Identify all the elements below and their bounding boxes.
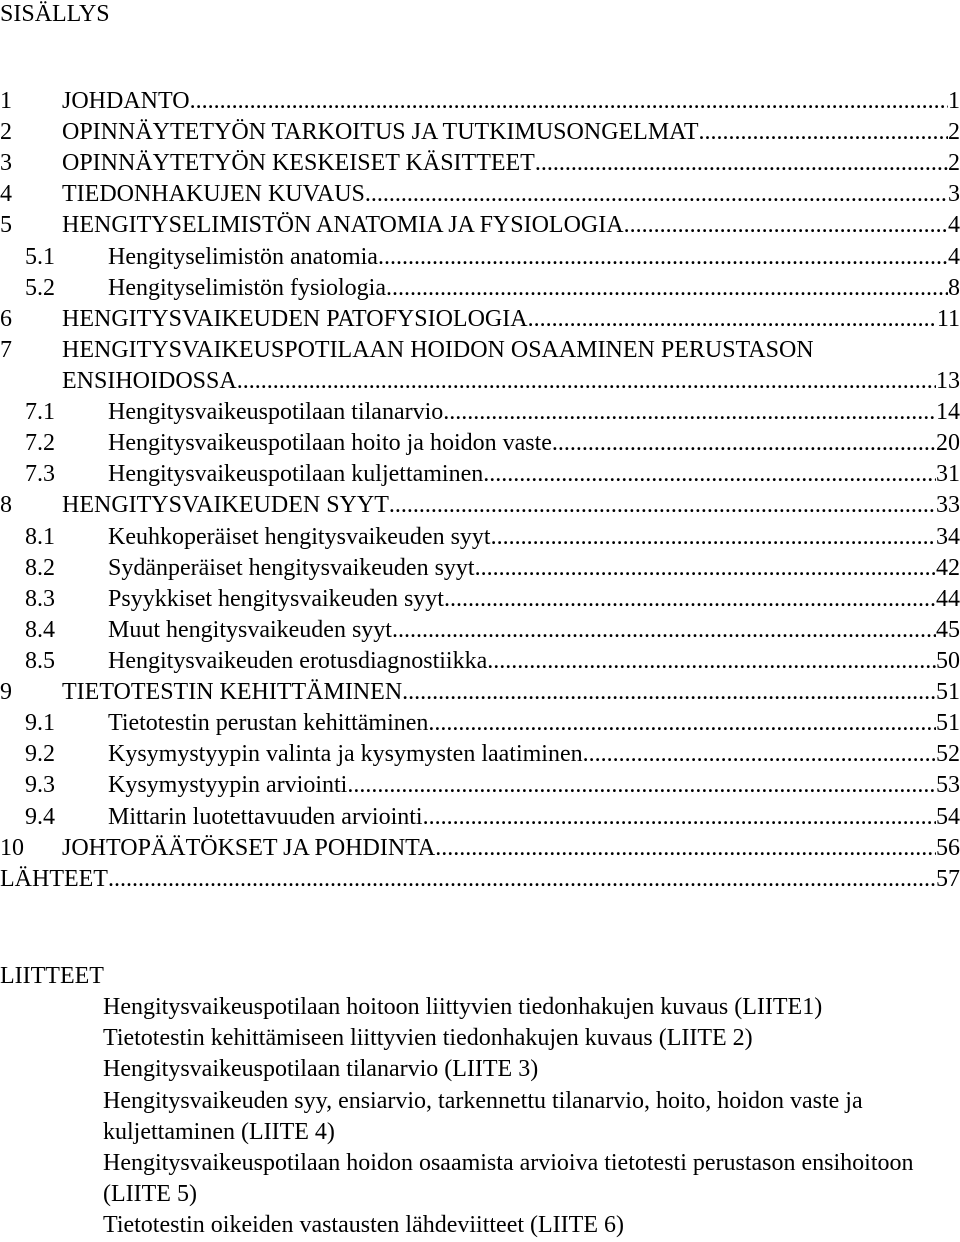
toc-entry-number: 9.2 xyxy=(25,741,55,768)
toc-dot-leader xyxy=(483,459,936,490)
toc-entry[interactable] xyxy=(0,210,960,241)
toc-entry[interactable] xyxy=(0,584,960,615)
toc-entry-line xyxy=(108,802,960,833)
toc-dot-leader xyxy=(108,864,936,895)
toc-entry-page-number: 42 xyxy=(936,554,960,581)
appendix-item: Hengitysvaikeuden syy, ensiarvio, tarkennettu tilanarvio, hoito, hoidon vaste ja kuljettaminen (LIITE 4) xyxy=(103,1087,863,1145)
toc-dot-leader xyxy=(583,739,936,770)
page-title: SISÄLLYS xyxy=(0,1,110,27)
appendices-list xyxy=(103,992,953,1242)
toc-entry-page-number: 33 xyxy=(936,492,960,519)
toc-entry-title: Psyykkiset hengitysvaikeuden syyt xyxy=(108,585,444,612)
toc-dot-leader xyxy=(389,490,936,521)
toc-entry-line xyxy=(108,584,960,615)
appendix-item: Tietotestin kehittämiseen liittyvien tiedonhakujen kuvaus (LIITE 2) xyxy=(103,1025,753,1052)
toc-entry[interactable] xyxy=(0,459,960,490)
toc-entry-number: 5.2 xyxy=(25,274,55,301)
toc-entry-line xyxy=(62,304,960,335)
toc-entry[interactable] xyxy=(0,428,960,459)
toc-entry-page-number: 11 xyxy=(936,305,960,332)
toc-entry-title: Hengitysvaikeuspotilaan kuljettaminen xyxy=(108,461,484,488)
toc-dot-leader xyxy=(475,553,936,584)
toc-entry-page-number: 4 xyxy=(948,243,960,270)
toc-entry-line xyxy=(108,646,960,677)
toc-entry-number: 7 xyxy=(0,336,12,363)
toc-entry[interactable] xyxy=(0,335,960,366)
toc-entry-title: HENGITYSELIMISTÖN ANATOMIA JA FYSIOLOGIA xyxy=(62,212,624,239)
toc-entry-page-number: 54 xyxy=(936,803,960,830)
toc-entry-line xyxy=(62,148,960,179)
toc-entry-title: Hengityselimistön fysiologia xyxy=(108,274,386,301)
toc-entry-page-number: 2 xyxy=(948,150,960,177)
table-of-contents xyxy=(0,86,960,895)
appendix-item: Tietotestin oikeiden vastausten lähdeviitteet (LIITE 6) xyxy=(103,1212,624,1239)
toc-entry-number: 6 xyxy=(0,305,12,332)
toc-entry-page-number: 13 xyxy=(936,367,960,394)
toc-entry-number: 8 xyxy=(0,492,12,519)
toc-entry[interactable] xyxy=(0,490,960,521)
toc-dot-leader xyxy=(443,397,936,428)
appendix-item: Hengitysvaikeuspotilaan tilanarvio (LIITE 3) xyxy=(103,1056,539,1083)
toc-entry-line xyxy=(62,490,960,521)
toc-entry-number: 9.1 xyxy=(25,710,55,737)
toc-entry-page-number: 3 xyxy=(948,181,960,208)
toc-entry-page-number: 4 xyxy=(948,212,960,239)
toc-entry[interactable] xyxy=(0,615,960,646)
toc-entry-line xyxy=(62,677,960,708)
toc-dot-leader xyxy=(237,366,936,397)
toc-entry-page-number: 31 xyxy=(936,461,960,488)
toc-entry-page-number: 57 xyxy=(936,865,960,892)
toc-dot-leader xyxy=(392,615,936,646)
toc-entry-page-number: 44 xyxy=(936,585,960,612)
toc-entry-number: 8.3 xyxy=(25,585,55,612)
toc-entry-title: Hengityselimistön anatomia xyxy=(108,243,378,270)
toc-entry-title: Mittarin luotettavuuden arviointi xyxy=(108,803,423,830)
toc-dot-leader xyxy=(699,117,948,148)
toc-entry-line xyxy=(62,210,960,241)
toc-entry[interactable] xyxy=(0,366,960,397)
toc-entry-line xyxy=(108,242,960,273)
toc-entry-page-number: 50 xyxy=(936,647,960,674)
toc-entry-line xyxy=(62,117,960,148)
toc-entry-title: Hengitysvaikeuspotilaan hoito ja hoidon vaste xyxy=(108,430,552,457)
toc-entry-number: 7.3 xyxy=(25,461,55,488)
toc-dot-leader xyxy=(528,304,937,335)
toc-entry-line xyxy=(108,739,960,770)
toc-entry[interactable] xyxy=(0,86,960,117)
toc-entry-number: 8.5 xyxy=(25,647,55,674)
toc-dot-leader xyxy=(552,428,936,459)
toc-dot-leader xyxy=(347,770,936,801)
toc-entry-title: ENSIHOIDOSSA xyxy=(62,367,237,394)
toc-entry[interactable] xyxy=(0,739,960,770)
toc-entry[interactable] xyxy=(0,273,960,304)
toc-entry-page-number: 14 xyxy=(936,399,960,426)
toc-entry-title: LÄHTEET xyxy=(0,865,108,892)
toc-entry-title: Keuhkoperäiset hengitysvaikeuden syyt xyxy=(108,523,491,550)
toc-entry-line xyxy=(108,770,960,801)
toc-entry-line xyxy=(108,459,960,490)
toc-entry-title: JOHDANTO xyxy=(62,88,190,114)
toc-dot-leader xyxy=(487,646,936,677)
toc-dot-leader xyxy=(386,273,948,304)
toc-entry-number: 5.1 xyxy=(25,243,55,270)
toc-entry[interactable] xyxy=(0,770,960,801)
toc-entry-title: HENGITYSVAIKEUDEN SYYT xyxy=(62,492,389,519)
toc-entry-page-number: 1 xyxy=(948,88,960,114)
toc-entry-title: Sydänperäiset hengitysvaikeuden syyt xyxy=(108,554,475,581)
appendix-item: Hengitysvaikeuspotilaan hoitoon liittyvien tiedonhakujen kuvaus (LIITE1) xyxy=(103,994,823,1020)
toc-entry-line xyxy=(108,553,960,584)
toc-entry-number: 9 xyxy=(0,679,12,706)
toc-entry[interactable] xyxy=(0,522,960,553)
toc-entry-line xyxy=(0,864,960,895)
toc-dot-leader xyxy=(435,833,936,864)
toc-entry-title: Muut hengitysvaikeuden syyt xyxy=(108,616,392,643)
toc-dot-leader xyxy=(444,584,936,615)
toc-entry-title: HENGITYSVAIKEUDEN PATOFYSIOLOGIA xyxy=(62,305,528,332)
toc-entry-line xyxy=(108,428,960,459)
toc-entry-page-number: 45 xyxy=(936,616,960,643)
toc-entry-page-number: 51 xyxy=(936,679,960,706)
toc-entry-number: 3 xyxy=(0,150,12,177)
toc-entry-title: HENGITYSVAIKEUSPOTILAAN HOIDON OSAAMINEN PERUSTASON xyxy=(62,336,814,363)
toc-entry[interactable] xyxy=(0,833,960,864)
toc-entry-number: 7.1 xyxy=(25,399,55,426)
toc-entry-line xyxy=(108,615,960,646)
toc-dot-leader xyxy=(190,86,948,117)
toc-entry-page-number: 20 xyxy=(936,430,960,457)
toc-entry-line xyxy=(62,833,960,864)
toc-entry[interactable] xyxy=(0,864,960,895)
toc-entry-number: 4 xyxy=(0,181,12,208)
toc-entry-number: 7.2 xyxy=(25,430,55,457)
toc-entry-line xyxy=(108,708,960,739)
toc-entry-title: Kysymystyypin valinta ja kysymysten laatiminen xyxy=(108,741,583,768)
toc-entry[interactable] xyxy=(0,708,960,739)
toc-entry[interactable] xyxy=(0,677,960,708)
toc-dot-leader xyxy=(428,708,936,739)
toc-entry[interactable] xyxy=(0,646,960,677)
appendices-heading: LIITTEET xyxy=(0,963,104,989)
toc-entry-number: 8.4 xyxy=(25,616,55,643)
toc-entry-page-number: 52 xyxy=(936,741,960,768)
toc-entry-page-number: 34 xyxy=(936,523,960,550)
toc-dot-leader xyxy=(624,210,948,241)
toc-dot-leader xyxy=(365,179,948,210)
toc-entry-title: Hengitysvaikeuden erotusdiagnostiikka xyxy=(108,647,488,674)
toc-dot-leader xyxy=(423,802,936,833)
toc-entry-title: TIETOTESTIN KEHITTÄMINEN xyxy=(62,679,403,706)
toc-entry-title: JOHTOPÄÄTÖKSET JA POHDINTA xyxy=(62,834,436,861)
toc-entry-title: OPINNÄYTETYÖN KESKEISET KÄSITTEET xyxy=(62,150,535,177)
toc-dot-leader xyxy=(491,522,936,553)
toc-entry-line xyxy=(108,522,960,553)
appendix-item: Hengitysvaikeuspotilaan hoidon osaamista arvioiva tietotesti perustason ensihoitoon (LIITE 5) xyxy=(103,1150,914,1208)
toc-entry-page-number: 53 xyxy=(936,772,960,799)
toc-entry-title: OPINNÄYTETYÖN TARKOITUS JA TUTKIMUSONGELMAT xyxy=(62,119,699,146)
toc-entry-line xyxy=(62,86,960,117)
toc-dot-leader xyxy=(378,242,948,273)
toc-entry-number: 5 xyxy=(0,212,12,239)
toc-entry-number: 9.4 xyxy=(25,803,55,830)
toc-entry[interactable] xyxy=(0,117,960,148)
toc-dot-leader xyxy=(402,677,936,708)
toc-entry-number: 2 xyxy=(0,119,12,146)
toc-entry-line xyxy=(62,179,960,210)
toc-entry[interactable] xyxy=(0,179,960,210)
toc-entry-title: TIEDONHAKUJEN KUVAUS xyxy=(62,181,365,208)
toc-entry-number: 8.1 xyxy=(25,523,55,550)
toc-entry-number: 9.3 xyxy=(25,772,55,799)
toc-entry-line xyxy=(62,335,960,366)
toc-entry-page-number: 2 xyxy=(948,119,960,146)
toc-entry-line xyxy=(108,273,960,304)
toc-entry-number: 8.2 xyxy=(25,554,55,581)
toc-entry-line xyxy=(62,366,960,397)
toc-entry[interactable] xyxy=(0,242,960,273)
toc-entry-page-number: 51 xyxy=(936,710,960,737)
toc-entry[interactable] xyxy=(0,802,960,833)
toc-dot-leader xyxy=(535,148,948,179)
toc-entry-page-number: 56 xyxy=(936,834,960,861)
toc-entry[interactable] xyxy=(0,553,960,584)
toc-entry[interactable] xyxy=(0,148,960,179)
toc-entry[interactable] xyxy=(0,397,960,428)
toc-entry-number: 1 xyxy=(0,88,12,114)
toc-entry-title: Kysymystyypin arviointi xyxy=(108,772,348,799)
toc-entry[interactable] xyxy=(0,304,960,335)
toc-entry-number: 10 xyxy=(0,834,24,861)
toc-entry-title: Hengitysvaikeuspotilaan tilanarvio xyxy=(108,399,444,426)
toc-entry-title: Tietotestin perustan kehittäminen xyxy=(108,710,429,737)
toc-entry-line xyxy=(108,397,960,428)
toc-entry-page-number: 8 xyxy=(948,274,960,301)
